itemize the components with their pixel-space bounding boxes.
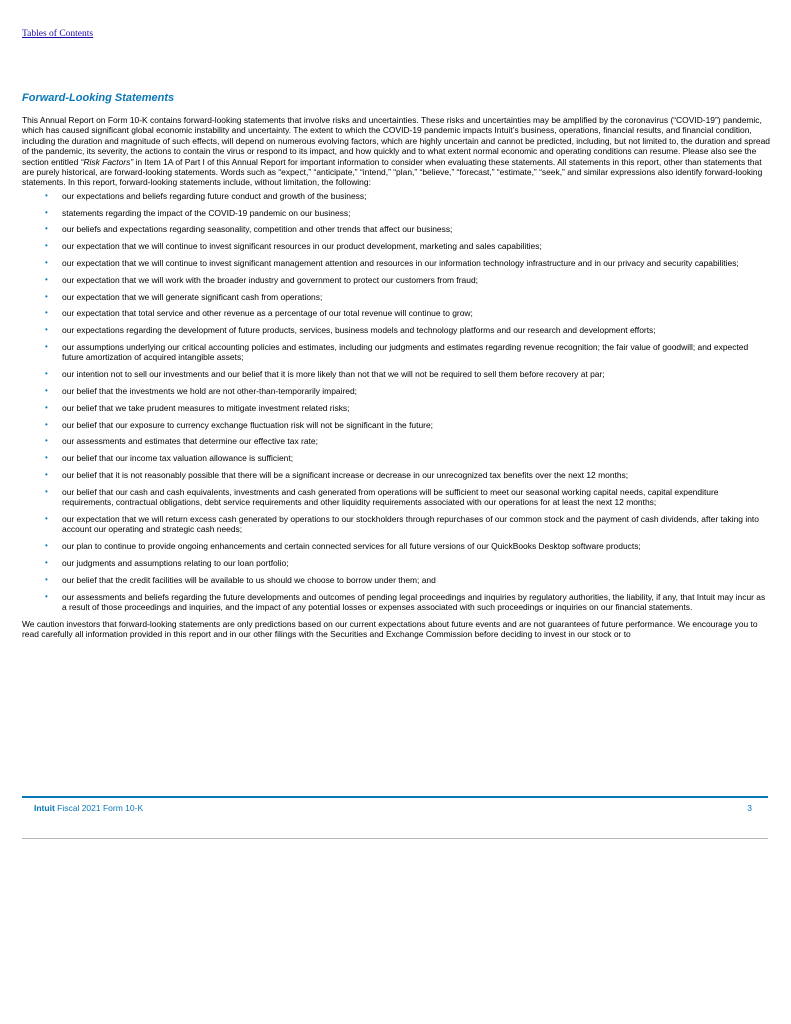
bullet-icon: • (45, 325, 48, 335)
bullet-icon: • (45, 574, 48, 584)
bullet-icon: • (45, 224, 48, 234)
tables-of-contents-link[interactable]: Tables of Contents (22, 29, 94, 39)
list-item: • statements regarding the impact of the COVID-19 pandemic on our business; (45, 207, 351, 218)
bullet-icon: • (45, 591, 48, 601)
footer-divider-top (22, 796, 768, 798)
bullet-icon: • (45, 342, 48, 352)
list-item: • our assessments and beliefs regarding the future developments and outcomes of pending legal proceedings and inquiries by regulatory authorities, the liability, if any, that Intuit may incur as a result of those proceedings and inquiries, and the impact of any potential losses or expenses associated with such proceedings or inquiries on our financial statements. (45, 591, 766, 612)
bullet-icon: • (45, 386, 48, 396)
section-title: Forward-Looking Statements (22, 92, 175, 104)
footer-doc-label: Fiscal 2021 Form 10-K (54, 803, 144, 813)
bullet-icon: • (45, 308, 48, 318)
list-item: • our expectation that we will continue to invest significant resources in our product development, marketing and sales capabilities; (45, 241, 542, 252)
bullet-icon: • (45, 436, 48, 446)
bullet-icon: • (45, 402, 48, 412)
page-content (22, 92, 770, 640)
bullet-icon: • (45, 258, 48, 268)
list-item: • our expectation that we will continue to invest significant management attention and resources in our information technology infrastructure and in our privacy and security capabilities; (45, 258, 739, 269)
bullet-icon: • (45, 241, 48, 251)
footer-brand: Intuit (34, 803, 55, 813)
footer-divider-bottom (22, 838, 768, 839)
bullet-icon: • (45, 486, 48, 496)
list-item: • our expectation that we will generate significant cash from operations; (45, 291, 323, 302)
list-item: • our expectations regarding the development of future products, services, business models and technology platforms and our research and development efforts; (45, 325, 656, 336)
bullet-icon: • (45, 369, 48, 379)
list-item: • our belief that our cash and cash equivalents, investments and cash generated from operations will be sufficient to meet our seasonal working capital needs, capital expenditure requirements, contractual obligations, debt service requirements and other liquidity requirements associated with our operations for at least the next 12 months; (45, 486, 719, 508)
closing-paragraph: We caution investors that forward-looking statements are only predictions based on our current expectations about future events and are not guarantees of future performance. We encourage you to read carefully all information provided in this report and in our other filings with the Securities and Exchange Commission before deciding to invest in our stock or to (22, 618, 758, 640)
list-item: • our belief that our income tax valuation allowance is sufficient; (45, 453, 294, 464)
bullet-icon: • (45, 453, 48, 463)
list-item: • our assumptions underlying our critical accounting policies and estimates, including our judgments and estimates regarding revenue recognition; the fair value of goodwill; and expected future amortization of acquired intangible assets; (45, 342, 749, 363)
list-item: • our belief that our exposure to currency exchange fluctuation risk will not be significant in the future; (45, 419, 433, 430)
risk-factors-reference: “Risk Factors” (80, 156, 134, 167)
list-item: • our belief that we take prudent measures to mitigate investment related risks; (45, 402, 350, 413)
bullet-icon: • (45, 207, 48, 217)
list-item: • our belief that it is not reasonably possible that there will be a significant increase or decrease in our unrecognized tax benefits over the next 12 months; (45, 470, 629, 480)
page-number: 3 (747, 803, 752, 813)
intro-paragraph (22, 115, 770, 188)
forward-looking-list (22, 191, 770, 613)
bullet-icon: • (45, 470, 48, 479)
list-item: • our expectation that we will work with the broader industry and government to protect our customers from fraud; (45, 274, 478, 285)
list-item: • our expectation that total service and other revenue as a percentage of our total revenue will continue to grow; (45, 308, 473, 319)
list-item: • our expectation that we will return excess cash generated by operations to our stockholders through repurchases of our common stock and the payment of cash dividends, after taking into account our operating and strategic cash needs; (45, 514, 759, 535)
list-item: • our belief that the investments we hold are not other-than-temporarily impaired; (45, 386, 357, 397)
list-item: • our assessments and estimates that determine our effective tax rate; (45, 436, 318, 447)
bullet-icon: • (45, 541, 48, 551)
list-item: • our judgments and assumptions relating to our loan portfolio; (45, 558, 289, 568)
bullet-icon: • (45, 190, 48, 200)
list-item: • our belief that the credit facilities will be available to us should we choose to borrow under them; and (45, 574, 436, 585)
intro-text-2: in Item 1A of Part I of this Annual Report for important information to consider when evaluating these statements. All statements in this report, other than statements that are purely historical, are forward-looking statements. Words such as “expect,” “anticipate,” “intend,” “plan,” “believe,” “forecast,” “estimate,” “seek,” and similar expressions also identify forward-looking statements. In this report, forward-looking statements include, without limitation, the following: (22, 156, 763, 188)
intro-text-1: This Annual Report on Form 10-K contains forward-looking statements that involve risks and uncertainties. These risks and uncertainties may be amplified by the coronavirus (“COVID-19”) pandemic, which has caused significant global economic instability and uncertainty. The extent to which the COVID-19 pandemic impacts Intuit’s business, operations, financial results, and financial condition, including the duration and magnitude of such effects, will depend on numerous evolving factors, which are highly uncertain and cannot be predicted, including, but not limited to, the duration and spread of the pandemic, its severity, the actions to contain the virus or respond to its impact, and how quickly and to what extent normal economic and operating conditions can resume. Please also see the section entitled (22, 115, 770, 167)
bullet-icon: • (45, 419, 48, 429)
bullet-icon: • (45, 558, 48, 567)
bullet-icon: • (45, 514, 48, 523)
list-item: • our intention not to sell our investments and our belief that it is more likely than not that we will not be required to sell them before recovery at par; (45, 369, 605, 380)
bullet-icon: • (45, 274, 48, 284)
page-footer (34, 803, 752, 813)
list-item: • our plan to continue to provide ongoing enhancements and certain connected services for all future versions of our QuickBooks Desktop software products; (45, 541, 641, 552)
bullet-icon: • (45, 291, 48, 301)
list-item: • our beliefs and expectations regarding seasonality, competition and other trends that affect our business; (45, 224, 453, 235)
list-item: • our expectations and beliefs regarding future conduct and growth of the business; (45, 190, 367, 201)
